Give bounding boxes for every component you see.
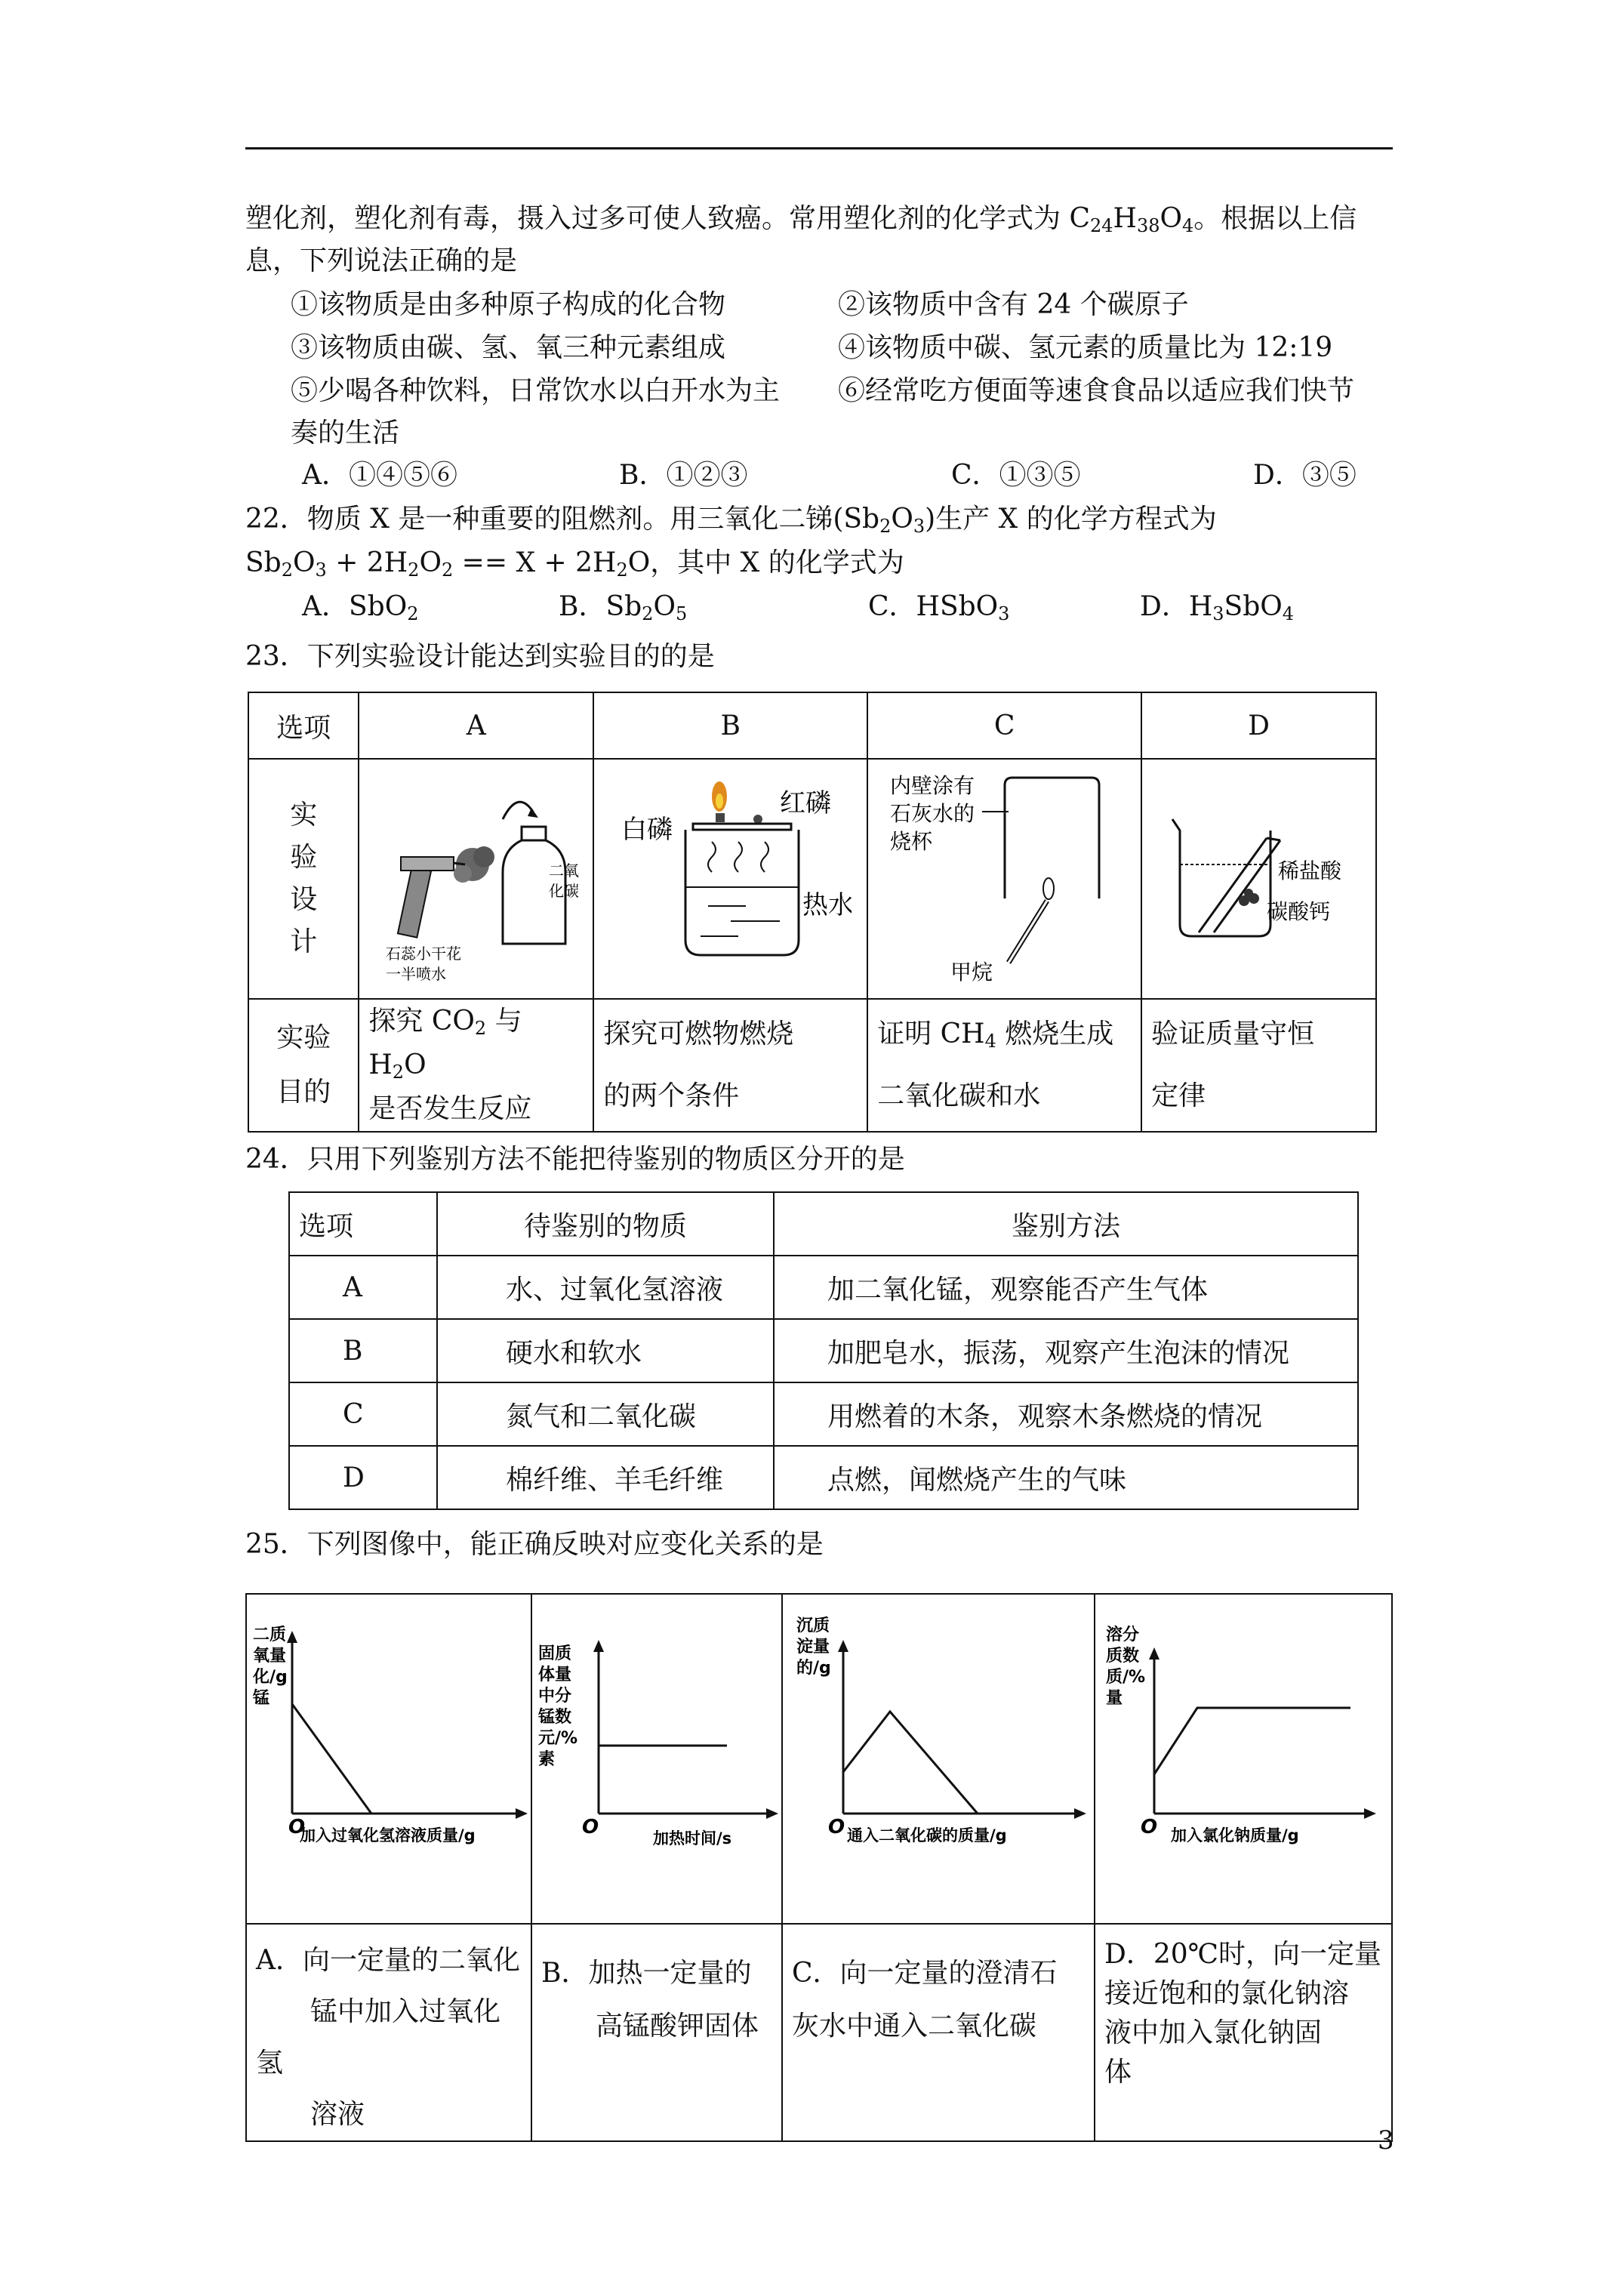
q21-option-d: D．③⑤ bbox=[1253, 460, 1357, 491]
text: 液中加入氯化钠固 bbox=[1104, 2017, 1323, 2048]
q22-line1 bbox=[245, 501, 1217, 538]
table-header-row bbox=[289, 1192, 1358, 1256]
origin-label: O bbox=[288, 1816, 306, 1838]
gas-label: 化碳 bbox=[548, 881, 579, 900]
sub: 3 bbox=[315, 559, 327, 581]
header-cell: B bbox=[593, 692, 867, 759]
q21-statement-5-cont: 奏的生活 bbox=[291, 418, 400, 448]
y-axis-label: 中分 bbox=[538, 1687, 572, 1706]
row-label-design bbox=[248, 759, 359, 999]
text: O bbox=[404, 1049, 427, 1080]
text: Sb bbox=[245, 547, 282, 578]
sub: 2 bbox=[392, 1062, 405, 1083]
q21-line1 bbox=[245, 201, 1357, 237]
graph-b bbox=[532, 1595, 781, 1916]
option-cell: C bbox=[289, 1382, 437, 1446]
option-cell: A bbox=[289, 1256, 437, 1319]
q23-table bbox=[248, 692, 1377, 1133]
acid-label: 稀盐酸 bbox=[1277, 858, 1341, 883]
header-cell: 选项 bbox=[289, 1192, 437, 1256]
method-cell: 点燃，闻燃烧产生的气味 bbox=[774, 1446, 1358, 1509]
text: 接近饱和的氯化钠溶 bbox=[1104, 1978, 1350, 2009]
sub: 2 bbox=[879, 516, 892, 537]
y-axis-label: 的/g bbox=[796, 1659, 831, 1678]
graph-b-cell bbox=[531, 1594, 782, 1924]
y-axis-label: 溶分 bbox=[1106, 1626, 1140, 1644]
page-number: 3 bbox=[1378, 2125, 1394, 2156]
goal-b bbox=[593, 999, 867, 1132]
origin-label: O bbox=[582, 1816, 599, 1838]
white-phosphorus-label: 白磷 bbox=[621, 814, 673, 845]
carbonate-label: 碳酸钙 bbox=[1266, 898, 1330, 924]
header-cell: 选项 bbox=[248, 692, 359, 759]
y-axis-label: 二质 bbox=[253, 1626, 287, 1644]
text: D．H bbox=[1140, 591, 1213, 622]
origin-label: O bbox=[828, 1816, 845, 1838]
table-row bbox=[289, 1256, 1358, 1319]
y-axis-label: 沉质 bbox=[796, 1616, 830, 1635]
text: C．向一定量的澄清石 bbox=[792, 1958, 1058, 1989]
graph-d-line bbox=[1154, 1708, 1350, 1774]
y-axis-label: 淀量 bbox=[796, 1638, 830, 1657]
text: O bbox=[653, 591, 676, 622]
goal-c bbox=[867, 999, 1141, 1132]
text: A．向一定量的二氧化 bbox=[256, 1945, 520, 1976]
option-cell: B bbox=[289, 1319, 437, 1382]
header-cell: C bbox=[867, 692, 1141, 759]
q21-statement-4: ④该物质中碳、氢元素的质量比为 12:19 bbox=[838, 332, 1333, 363]
text: 锰中加入过氧化氢 bbox=[256, 1996, 501, 2079]
graph-row bbox=[246, 1594, 1392, 1924]
label-char: 验 bbox=[290, 842, 318, 873]
header-cell: A bbox=[359, 692, 593, 759]
text: 是否发生反应 bbox=[368, 1093, 532, 1124]
method-cell: 加肥皂水，振荡，观察产生泡沫的情况 bbox=[774, 1319, 1358, 1382]
sub: 5 bbox=[675, 603, 688, 624]
goal-a bbox=[359, 999, 593, 1132]
text: SbO bbox=[1224, 591, 1283, 622]
hot-water-label: 热水 bbox=[802, 889, 852, 920]
label-char: 计 bbox=[290, 926, 318, 957]
q24-table bbox=[288, 1191, 1359, 1510]
label-text: 实验 bbox=[276, 1022, 331, 1053]
sub: 3 bbox=[998, 603, 1010, 624]
y-axis-label: 固质 bbox=[538, 1644, 572, 1663]
y-axis-label: 化/g bbox=[253, 1668, 288, 1687]
q21-statement-2: ②该物质中含有 24 个碳原子 bbox=[838, 289, 1189, 320]
text: O，其中 X 的化学式为 bbox=[627, 547, 904, 578]
y-axis-label: 元/% bbox=[538, 1729, 578, 1748]
text: 溶液 bbox=[310, 2099, 365, 2130]
text: 灰水中通入二氧化碳 bbox=[792, 2011, 1037, 2042]
y-axis-label: 氧量 bbox=[253, 1647, 287, 1666]
label-char: 实 bbox=[290, 800, 318, 831]
y-axis-label: 体量 bbox=[538, 1666, 572, 1684]
row-label-goal bbox=[248, 999, 359, 1132]
text: 探究可燃物燃烧 bbox=[603, 1019, 794, 1049]
text: + 2H bbox=[326, 547, 408, 578]
sub: 38 bbox=[1136, 215, 1160, 236]
method-cell: 加二氧化锰，观察能否产生气体 bbox=[774, 1256, 1358, 1319]
gas-label: 二氧 bbox=[548, 861, 579, 880]
q25-title: 25．下列图像中，能正确反映对应变化关系的是 bbox=[245, 1529, 824, 1560]
caption-a bbox=[246, 1924, 531, 2141]
caption-c bbox=[782, 1924, 1095, 2141]
text: 燃烧生成 bbox=[996, 1019, 1114, 1049]
text: O bbox=[419, 547, 442, 578]
table-row-goal bbox=[248, 999, 1376, 1132]
caption-b bbox=[531, 1924, 782, 2141]
formula-part: O bbox=[1160, 203, 1183, 234]
q22-option-b bbox=[559, 589, 687, 625]
graph-d bbox=[1095, 1595, 1385, 1916]
y-axis-label: 锰 bbox=[253, 1689, 270, 1708]
sub: 4 bbox=[1182, 215, 1194, 236]
q22-equation bbox=[245, 545, 904, 581]
y-axis-label: 质/% bbox=[1106, 1668, 1146, 1687]
methane-combustion-diagram bbox=[884, 766, 1126, 985]
text: 定律 bbox=[1151, 1080, 1206, 1111]
x-axis-label: 加入氯化钠质量/g bbox=[1171, 1826, 1299, 1845]
y-axis-label: 锰数 bbox=[538, 1708, 572, 1727]
sub: 2 bbox=[441, 559, 454, 581]
q21-option-a: A．①④⑤⑥ bbox=[302, 460, 457, 491]
q21-statement-5: ⑤少喝各种饮料，日常饮水以白开水为主 bbox=[291, 375, 781, 406]
origin-label: O bbox=[1141, 1816, 1158, 1838]
red-phosphorus-label: 红磷 bbox=[779, 787, 831, 818]
phosphorus-combustion-diagram bbox=[610, 766, 852, 985]
substance-cell: 棉纤维、羊毛纤维 bbox=[437, 1446, 774, 1509]
substance-cell: 氮气和二氧化碳 bbox=[437, 1382, 774, 1446]
text: 体 bbox=[1104, 2057, 1132, 2088]
sub: 24 bbox=[1090, 215, 1113, 236]
design-c-cell bbox=[867, 759, 1141, 999]
graph-a bbox=[247, 1595, 531, 1916]
q22-option-a bbox=[302, 589, 419, 625]
q25-table bbox=[245, 1593, 1393, 2142]
x-axis-label: 通入二氧化碳的质量/g bbox=[847, 1826, 1007, 1845]
x-axis-label: 加入过氧化氢溶液质量/g bbox=[300, 1826, 476, 1845]
q21-statement-6: ⑥经常吃方便面等速食食品以适应我们快节 bbox=[838, 375, 1355, 406]
flower-label: 一半喷水 bbox=[385, 964, 446, 983]
text: O bbox=[891, 504, 913, 535]
sub: 2 bbox=[281, 559, 293, 581]
graph-a-cell bbox=[246, 1594, 531, 1924]
table-row bbox=[289, 1446, 1358, 1509]
y-axis-label: 量 bbox=[1106, 1689, 1123, 1708]
text: 高锰酸钾固体 bbox=[596, 2011, 759, 2042]
text: 22．物质 X 是一种重要的阻燃剂。用三氧化二锑(Sb bbox=[245, 504, 880, 535]
goal-d bbox=[1141, 999, 1376, 1132]
text: == X + 2H bbox=[453, 547, 617, 578]
method-cell: 用燃着的木条，观察木条燃烧的情况 bbox=[774, 1382, 1358, 1446]
text: B．加热一定量的 bbox=[541, 1958, 752, 1989]
header-cell: 待鉴别的物质 bbox=[437, 1192, 774, 1256]
q21-statement-3: ③该物质由碳、氢、氧三种元素组成 bbox=[291, 332, 726, 363]
sub: 3 bbox=[1212, 603, 1224, 624]
text: 二氧化碳和水 bbox=[877, 1080, 1041, 1111]
text: C．HSbO bbox=[868, 591, 999, 622]
substance-cell: 硬水和软水 bbox=[437, 1319, 774, 1382]
text: 的两个条件 bbox=[603, 1080, 740, 1111]
text: 探究 CO bbox=[368, 1006, 475, 1037]
label-text: 目的 bbox=[276, 1077, 331, 1108]
q22-option-d bbox=[1140, 589, 1294, 625]
sub: 2 bbox=[407, 603, 419, 624]
q24-title: 24．只用下列鉴别方法不能把待鉴别的物质区分开的是 bbox=[245, 1144, 905, 1175]
table-row bbox=[289, 1319, 1358, 1382]
sub: 2 bbox=[616, 559, 628, 581]
sub: 4 bbox=[984, 1031, 996, 1052]
flower-label: 石蕊小干花 bbox=[385, 944, 461, 963]
sub: 3 bbox=[913, 516, 925, 537]
design-d-cell bbox=[1141, 759, 1376, 999]
header-rule bbox=[245, 147, 1393, 149]
beaker-acid-carbonate-diagram bbox=[1153, 766, 1365, 985]
text: O bbox=[293, 547, 316, 578]
q22-option-c bbox=[868, 589, 1009, 625]
q21-option-c: C．①③⑤ bbox=[951, 460, 1081, 491]
design-a-cell bbox=[359, 759, 593, 999]
q21-text-a: 塑化剂，塑化剂有毒，摄入过多可使人致癌。常用塑化剂的化学式为 C bbox=[245, 203, 1090, 234]
beaker-label: 石灰水的 bbox=[889, 800, 975, 826]
sprayed-flower-experiment-diagram bbox=[371, 766, 582, 985]
graph-c bbox=[783, 1595, 1094, 1916]
caption-d bbox=[1095, 1924, 1392, 2141]
graph-a-line bbox=[292, 1704, 371, 1814]
graph-c-line bbox=[843, 1712, 978, 1814]
option-cell: D bbox=[289, 1446, 437, 1509]
text: A．SbO bbox=[302, 591, 408, 622]
x-axis-label: 加热时间/s bbox=[653, 1829, 732, 1848]
text: )生产 X 的化学方程式为 bbox=[925, 504, 1217, 535]
text: B．Sb bbox=[559, 591, 642, 622]
text: D．20℃时，向一定量 bbox=[1104, 1939, 1381, 1970]
sub: 2 bbox=[642, 603, 654, 624]
table-row bbox=[289, 1382, 1358, 1446]
sub: 2 bbox=[474, 1018, 487, 1039]
methane-label: 甲烷 bbox=[950, 959, 993, 985]
q21-line2: 息，下列说法正确的是 bbox=[245, 245, 518, 276]
design-b-cell bbox=[593, 759, 867, 999]
text: 与 H bbox=[368, 1006, 522, 1080]
graph-d-cell bbox=[1095, 1594, 1392, 1924]
q23-title: 23．下列实验设计能达到实验目的的是 bbox=[245, 641, 715, 672]
caption-row bbox=[246, 1924, 1392, 2141]
sub: 2 bbox=[408, 559, 420, 581]
header-cell: D bbox=[1141, 692, 1376, 759]
table-row-design bbox=[248, 759, 1376, 999]
label-char: 设 bbox=[290, 884, 318, 915]
text: 证明 CH bbox=[877, 1019, 985, 1049]
beaker-label: 烧杯 bbox=[889, 828, 932, 854]
y-axis-label: 素 bbox=[538, 1750, 556, 1769]
q21-option-b: B．①②③ bbox=[619, 460, 748, 491]
table-header-row bbox=[248, 692, 1376, 759]
q21-statement-1: ①该物质是由多种原子构成的化合物 bbox=[291, 289, 726, 320]
text: 验证质量守恒 bbox=[1151, 1019, 1315, 1049]
y-axis-label: 质数 bbox=[1106, 1647, 1140, 1666]
header-cell: 鉴别方法 bbox=[774, 1192, 1358, 1256]
q21-text-b: 。根据以上信 bbox=[1193, 203, 1357, 234]
sub: 4 bbox=[1282, 603, 1295, 624]
substance-cell: 水、过氧化氢溶液 bbox=[437, 1256, 774, 1319]
graph-c-cell bbox=[782, 1594, 1095, 1924]
beaker-label: 内壁涂有 bbox=[889, 772, 975, 798]
formula-part: H bbox=[1113, 203, 1137, 234]
